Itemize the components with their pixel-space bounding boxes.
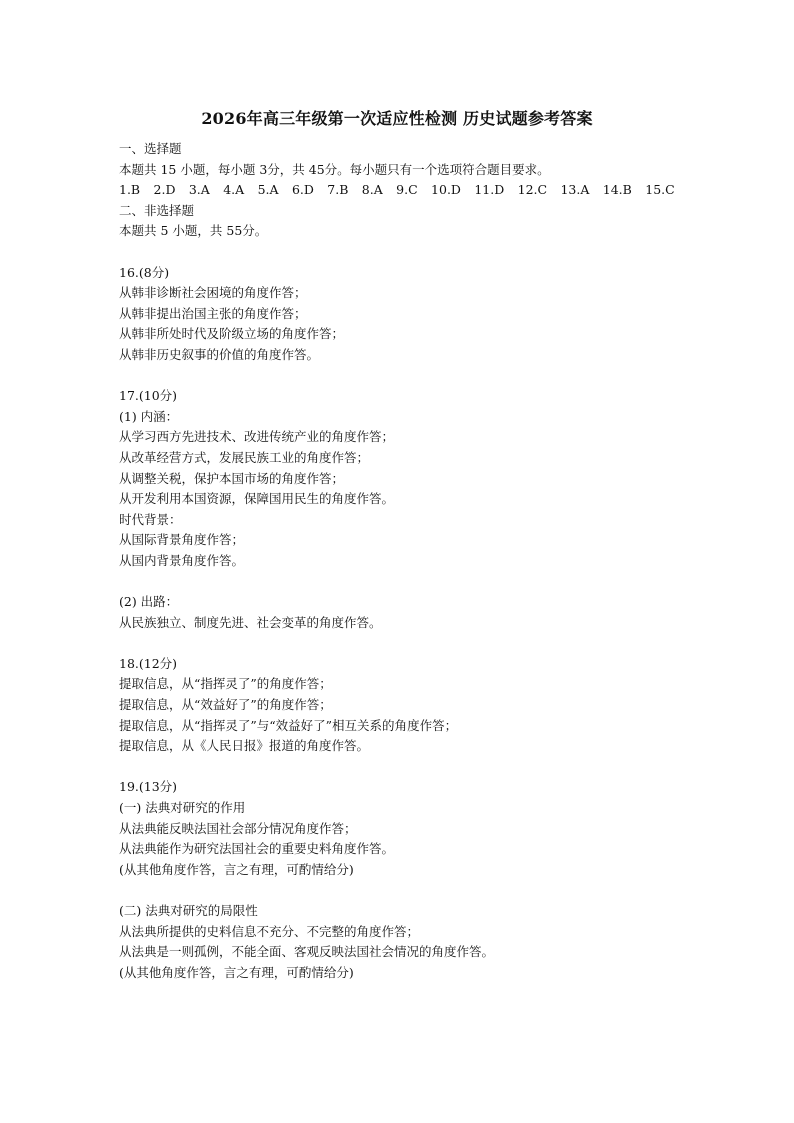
q17-sub-heading: 时代背景： <box>119 511 182 527</box>
answer-4: 4.A <box>223 182 245 198</box>
q19-line: (从其他角度作答，言之有理，可酌情给分) <box>119 964 354 980</box>
spacer <box>119 633 719 654</box>
answer-12: 12.C <box>517 182 548 198</box>
q16-line: 从韩非提出治国主张的角度作答； <box>119 305 307 321</box>
q17-sub-heading: (2) 出路： <box>119 594 179 610</box>
q18-line: 提取信息，从“效益好了”的角度作答； <box>119 697 332 713</box>
answer-9: 9.C <box>396 182 418 198</box>
q17-line: 从国内背景角度作答。 <box>119 552 245 568</box>
q19-line: 从法典是一则孤例，不能全面、客观反映法国社会情况的角度作答。 <box>119 944 495 960</box>
q17-line: 从学习西方先进技术、改进传统产业的角度作答； <box>119 429 395 445</box>
page-title: 2026年高三年级第一次适应性检测 历史试题参考答案 <box>201 109 593 128</box>
q17-line: 从民族独立、制度先进、社会变革的角度作答。 <box>119 614 382 630</box>
answer-8: 8.A <box>361 182 383 198</box>
q16-line: 从韩非诊断社会困境的角度作答； <box>119 285 307 301</box>
q16-heading: 16.(8分) <box>119 264 170 280</box>
spacer <box>119 242 719 263</box>
q18-line: 提取信息，从“指挥灵了”与“效益好了”相互关系的角度作答； <box>119 717 458 733</box>
answer-6: 6.D <box>291 182 314 198</box>
answer-10: 10.D <box>431 182 461 198</box>
section-heading-choice: 一、选择题 <box>119 141 182 156</box>
q18-line: 提取信息，从《人民日报》报道的角度作答。 <box>119 738 370 754</box>
answer-14: 14.B <box>602 182 632 198</box>
answer-content <box>119 139 719 983</box>
spacer <box>119 366 719 387</box>
section-heading-nonchoice: 二、非选择题 <box>119 202 195 218</box>
q17-sub-heading: (1) 内涵： <box>119 408 179 424</box>
q16-line: 从韩非所处时代及阶级立场的角度作答； <box>119 326 345 342</box>
q17-line: 从开发利用本国资源，保障国用民生的角度作答。 <box>119 491 395 507</box>
choice-answers <box>119 180 719 201</box>
q19-heading: 19.(13分) <box>119 779 178 795</box>
answer-7: 7.B <box>327 182 349 198</box>
answer-13: 13.A <box>560 182 590 198</box>
q18-line: 提取信息，从“指挥灵了”的角度作答； <box>119 676 332 692</box>
q17-line: 从调整关税，保护本国市场的角度作答； <box>119 470 345 486</box>
spacer <box>119 571 719 592</box>
answer-2: 2.D <box>153 182 176 198</box>
spacer <box>119 757 719 778</box>
answer-5: 5.A <box>257 182 279 198</box>
answer-1: 1.B <box>119 182 141 198</box>
q17-heading: 17.(10分) <box>119 388 178 404</box>
q17-line: 从国际背景角度作答； <box>119 532 245 548</box>
q19-sub-heading: (一) 法典对研究的作用 <box>119 800 246 815</box>
section-desc-choice: 本题共 15 小题，每小题 3分，共 45分。每小题只有一个选项符合题目要求。 <box>119 161 550 177</box>
spacer <box>119 880 719 901</box>
q19-line: 从法典能反映法国社会部分情况角度作答； <box>119 820 357 836</box>
answer-15: 15.C <box>645 182 675 198</box>
answer-11: 11.D <box>474 182 505 198</box>
q19-line: 从法典所提供的史料信息不充分、不完整的角度作答； <box>119 923 420 939</box>
answer-3: 3.A <box>188 182 210 198</box>
q19-line: 从法典能作为研究法国社会的重要史料角度作答。 <box>119 841 395 857</box>
q19-line: (从其他角度作答，言之有理，可酌情给分) <box>119 861 354 877</box>
q18-heading: 18.(12分) <box>119 655 178 671</box>
section-desc-nonchoice: 本题共 5 小题，共 55分。 <box>119 223 268 239</box>
q19-sub-heading: (二) 法典对研究的局限性 <box>119 902 258 918</box>
q17-line: 从改革经营方式，发展民族工业的角度作答； <box>119 449 370 465</box>
q16-line: 从韩非历史叙事的价值的角度作答。 <box>119 346 320 362</box>
